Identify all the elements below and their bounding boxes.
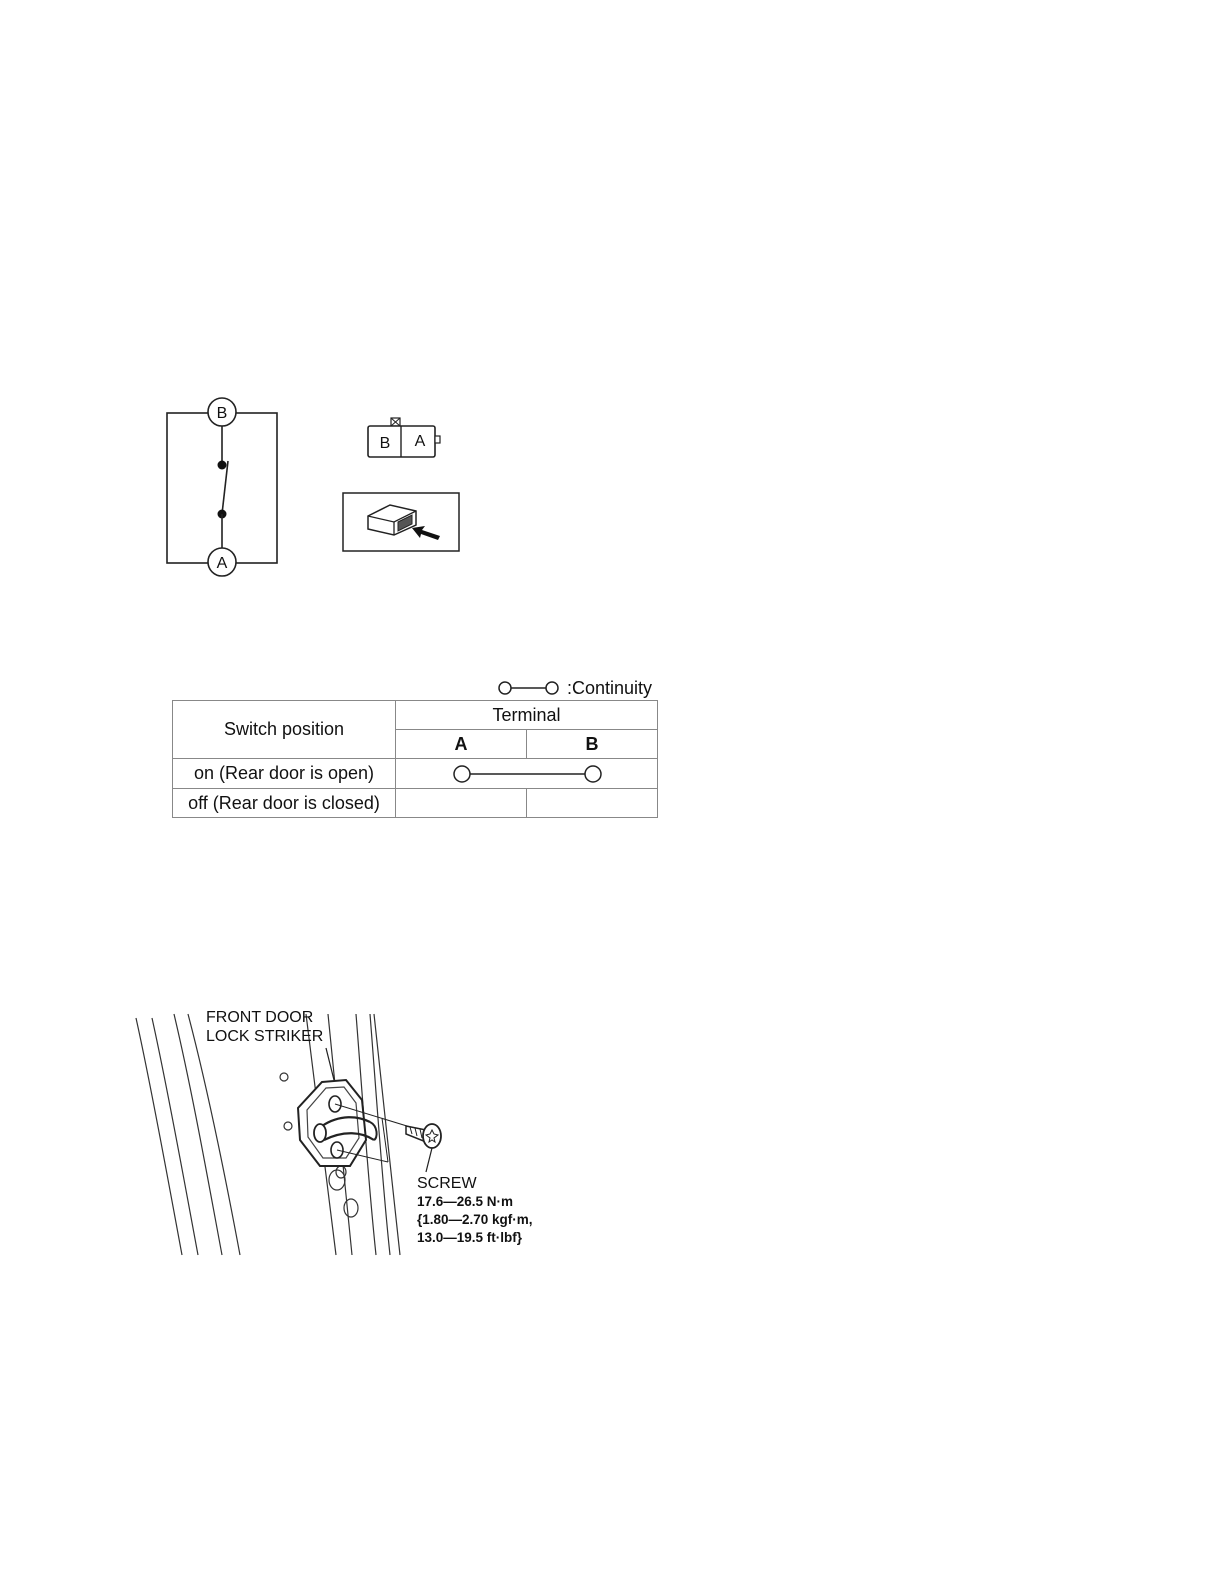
terminal-b-label: B xyxy=(216,405,228,422)
continuity-table xyxy=(172,700,657,818)
torque-line1: 17.6—26.5 N·m xyxy=(417,1194,514,1209)
connector-perspective-view xyxy=(342,492,462,554)
row-off-b xyxy=(527,789,658,818)
table-row xyxy=(173,759,658,789)
header-switch-position: Switch position xyxy=(173,701,396,759)
continuity-legend xyxy=(497,677,657,699)
torque-line2: {1.80—2.70 kgf·m, xyxy=(417,1212,533,1227)
part-label-line1: FRONT DOOR xyxy=(206,1009,314,1026)
torque-line3: 13.0—19.5 ft·lbf} xyxy=(417,1230,523,1245)
column-b-header: B xyxy=(527,730,658,759)
row-on-continuity xyxy=(396,759,658,789)
continuity-symbol-icon xyxy=(497,680,563,696)
screw-icon xyxy=(406,1124,441,1148)
row-on-position: on (Rear door is open) xyxy=(173,759,396,789)
door-striker-illustration xyxy=(130,1000,550,1260)
connector-terminal-b: B xyxy=(379,435,391,452)
header-terminal: Terminal xyxy=(396,701,658,730)
switch-contact-top xyxy=(218,461,227,470)
part-label-line2: LOCK STRIKER xyxy=(206,1028,324,1045)
switch-circuit-diagram xyxy=(150,395,290,585)
terminal-a-label: A xyxy=(216,555,228,572)
continuity-on-symbol xyxy=(396,760,658,788)
row-off-position: off (Rear door is closed) xyxy=(173,789,396,818)
row-off-a xyxy=(396,789,527,818)
table-row xyxy=(173,789,658,818)
connector-face-diagram xyxy=(360,415,450,465)
screw-label: SCREW xyxy=(417,1175,477,1192)
column-a-header: A xyxy=(396,730,527,759)
connector-terminal-a: A xyxy=(414,433,426,450)
continuity-legend-label: :Continuity xyxy=(567,678,653,698)
